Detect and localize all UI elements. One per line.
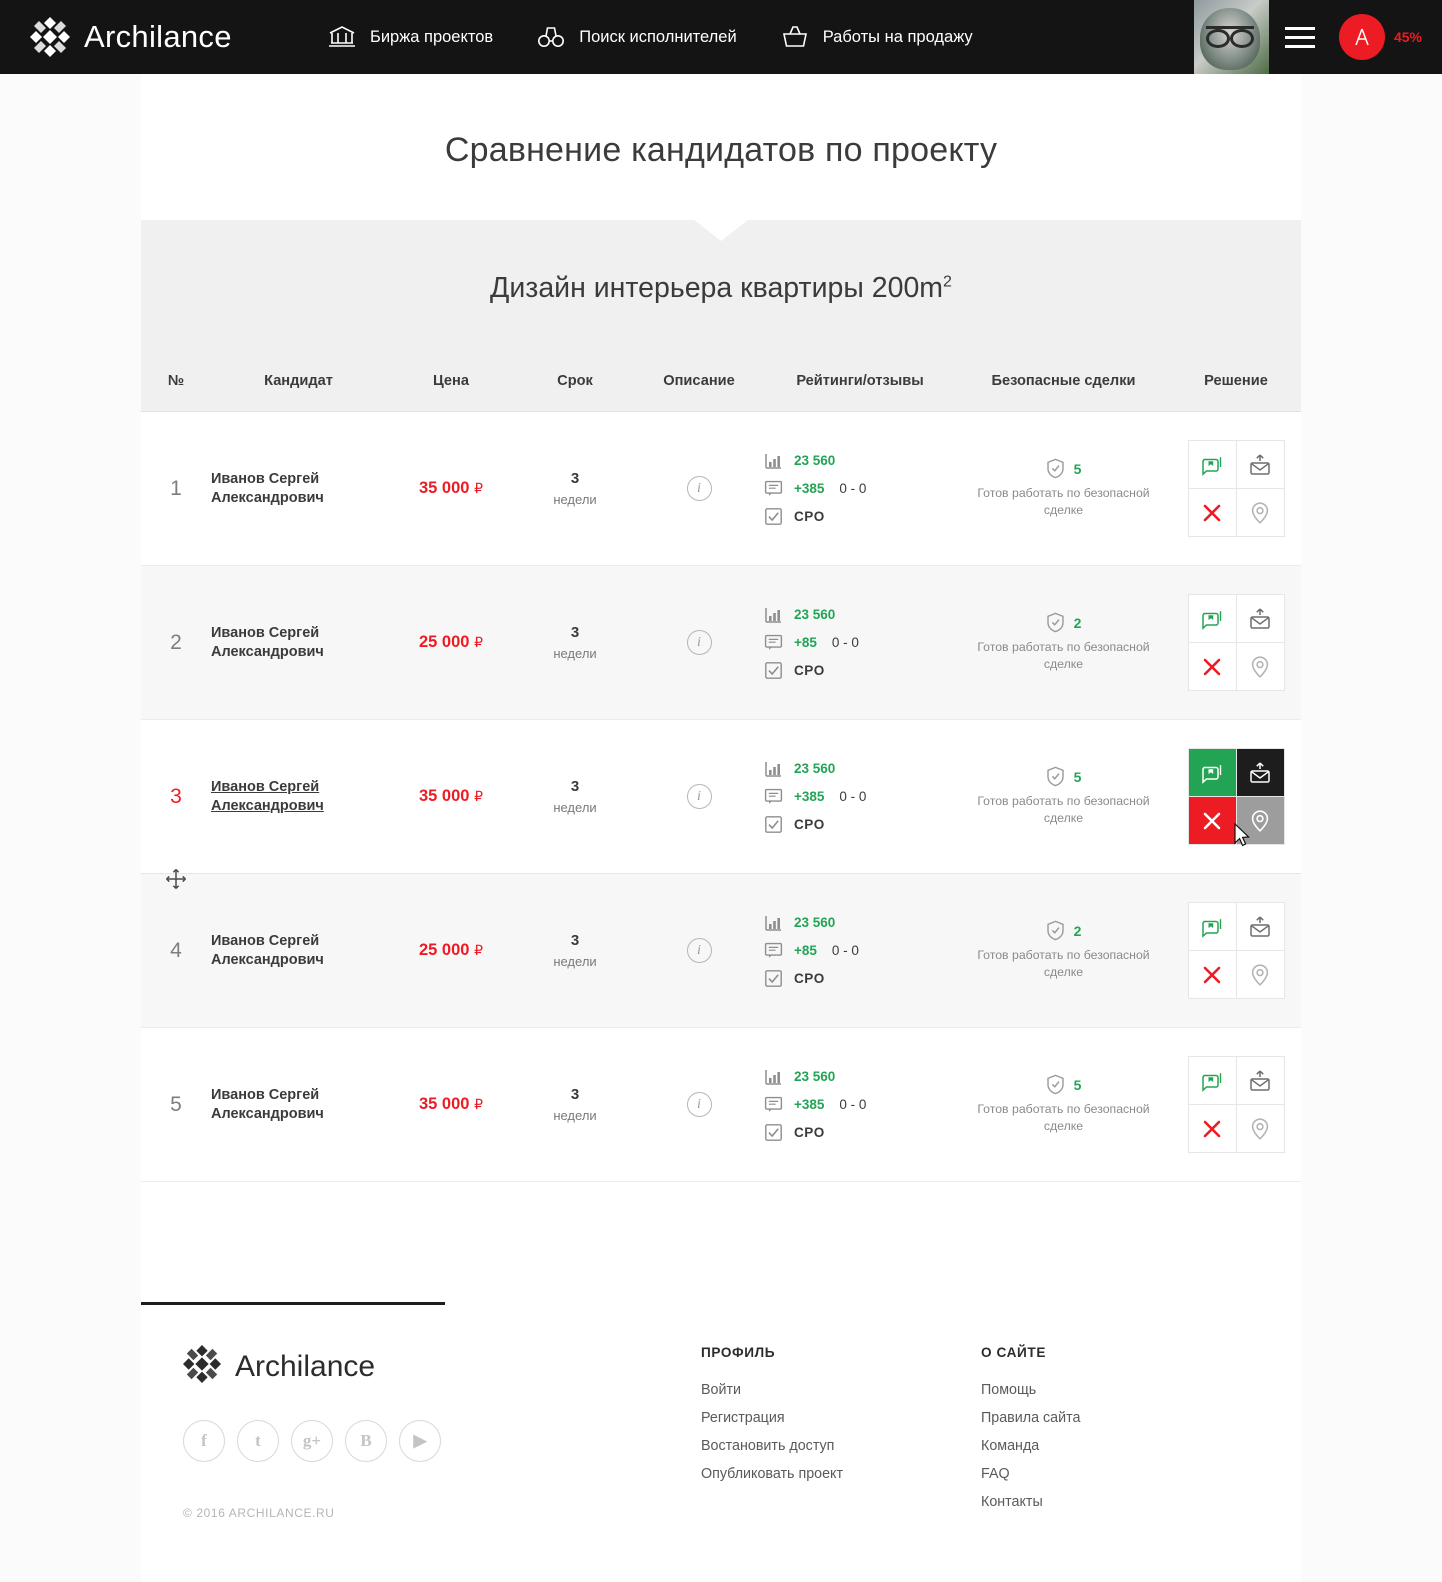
rating-cpo-value: CPO [794, 971, 825, 986]
shield-icon [1046, 766, 1065, 787]
envelope-upload-icon[interactable] [1237, 1057, 1284, 1104]
info-icon[interactable]: i [687, 1092, 712, 1117]
candidate-name[interactable]: Иванов Сергей Александрович [211, 874, 386, 1028]
col-header-description: Описание [634, 355, 764, 412]
rating-cpo-line [764, 1123, 956, 1142]
table-row[interactable] [141, 874, 1301, 1028]
candidate-term: 3 недели [516, 720, 634, 874]
candidate-safe-deals [956, 1028, 1171, 1182]
reject-icon[interactable] [1189, 643, 1236, 690]
bar-chart-icon [764, 1067, 783, 1086]
bar-chart-icon [764, 759, 783, 778]
facebook-icon[interactable]: f [183, 1420, 225, 1462]
info-icon[interactable]: i [687, 784, 712, 809]
rating-views-line [764, 451, 956, 470]
youtube-icon[interactable]: ▶ [399, 1420, 441, 1462]
candidate-term: 3 недели [516, 1028, 634, 1182]
reject-icon[interactable] [1189, 797, 1236, 844]
accept-icon[interactable] [1189, 1057, 1236, 1104]
site-footer [141, 1302, 1301, 1582]
candidate-decision [1171, 566, 1301, 720]
safe-deals-text: Готов работать по безопасной сделке [977, 486, 1150, 517]
footer-logo[interactable] [183, 1345, 701, 1388]
left-gutter [0, 74, 141, 1582]
row-number: 3 [141, 720, 211, 874]
footer-column-profile [701, 1345, 981, 1522]
twitter-icon[interactable]: t [237, 1420, 279, 1462]
candidate-decision [1171, 720, 1301, 874]
reject-icon[interactable] [1189, 951, 1236, 998]
candidate-term: 3 недели [516, 412, 634, 566]
candidate-description[interactable] [634, 1028, 764, 1182]
candidates-table [141, 355, 1301, 1182]
archilance-logo-icon [30, 17, 70, 57]
info-icon[interactable]: i [687, 476, 712, 501]
project-band [141, 220, 1301, 355]
rating-cpo-value: CPO [794, 509, 825, 524]
move-handle-icon[interactable] [164, 867, 188, 891]
accept-icon[interactable] [1189, 903, 1236, 950]
archilance-logo-icon [183, 1345, 221, 1388]
rating-views-line [764, 913, 956, 932]
footer-brand [141, 1345, 701, 1522]
footer-link[interactable]: Войти [701, 1382, 742, 1398]
checkbox-icon [764, 661, 783, 680]
footer-link[interactable]: Команда [981, 1438, 1040, 1454]
col-header-price: Цена [386, 355, 516, 412]
map-pin-icon[interactable] [1237, 797, 1284, 844]
google-plus-icon[interactable]: g+ [291, 1420, 333, 1462]
footer-column-title-profile: ПРОФИЛЬ [701, 1345, 776, 1360]
checkbox-icon [764, 969, 783, 988]
nav-item-works-for-sale[interactable] [781, 24, 973, 50]
vk-icon[interactable]: B [345, 1420, 387, 1462]
avatar[interactable] [1194, 0, 1269, 74]
chat-icon [764, 479, 783, 498]
project-title: Дизайн интерьера квартиры $200m^2$ [490, 272, 952, 304]
candidate-ratings [764, 1028, 956, 1182]
safe-deals-text: Готов работать по безопасной сделке [977, 1102, 1150, 1133]
rating-reviews-zero: 0 - 0 [839, 1097, 867, 1112]
rating-views-value: 23 560 [794, 1069, 836, 1084]
rating-reviews-zero: 0 - 0 [831, 635, 859, 650]
header-right [1194, 0, 1442, 74]
rating-views-value: 23 560 [794, 761, 836, 776]
envelope-upload-icon[interactable] [1237, 441, 1284, 488]
site-header [0, 0, 1442, 74]
profile-completion[interactable] [1331, 14, 1442, 60]
envelope-upload-icon[interactable] [1237, 903, 1284, 950]
chat-icon [764, 787, 783, 806]
rating-reviews-plus: +385 [794, 1097, 825, 1112]
candidate-decision [1171, 412, 1301, 566]
footer-link[interactable]: FAQ [981, 1466, 1010, 1482]
candidate-price: 35 000 ₽ [386, 720, 516, 874]
safe-deals-text: Готов работать по безопасной сделке [977, 948, 1150, 979]
map-pin-icon[interactable] [1237, 643, 1284, 690]
footer-link[interactable]: Помощь [981, 1382, 1037, 1398]
candidate-name[interactable]: Иванов Сергей Александрович [211, 412, 386, 566]
rating-views-line [764, 1067, 956, 1086]
col-header-candidate: Кандидат [211, 355, 386, 412]
chat-icon [764, 633, 783, 652]
safe-deals-count: 2 [1073, 614, 1082, 631]
candidate-decision [1171, 874, 1301, 1028]
shield-icon [1046, 458, 1065, 479]
footer-column-title-about: О САЙТЕ [981, 1345, 1046, 1360]
rating-reviews-line [764, 633, 956, 652]
profile-percent: 45% [1393, 29, 1422, 45]
rating-views-value: 23 560 [794, 607, 836, 622]
rating-cpo-line [764, 507, 956, 526]
footer-column-about [981, 1345, 1261, 1522]
rating-reviews-plus: +85 [794, 943, 817, 958]
bar-chart-icon [764, 913, 783, 932]
copyright: © 2016 ARCHILANCE.RU [183, 1506, 335, 1520]
checkbox-icon [764, 507, 783, 526]
safe-deals-count: 5 [1073, 768, 1082, 785]
rating-reviews-zero: 0 - 0 [831, 943, 859, 958]
candidate-ratings [764, 720, 956, 874]
rating-views-value: 23 560 [794, 915, 836, 930]
shield-icon [1046, 1074, 1065, 1095]
footer-link[interactable]: Опубликовать проект [701, 1466, 844, 1482]
candidate-ratings [764, 874, 956, 1028]
reject-icon[interactable] [1189, 1105, 1236, 1152]
footer-logo-text: Archilance [235, 1349, 376, 1383]
rating-cpo-line [764, 661, 956, 680]
rating-views-line [764, 605, 956, 624]
envelope-upload-icon[interactable] [1237, 749, 1284, 796]
chat-icon [764, 941, 783, 960]
footer-link[interactable]: Востановить доступ [701, 1438, 835, 1454]
checkbox-icon [764, 815, 783, 834]
hamburger-icon[interactable] [1269, 0, 1331, 74]
rating-views-line [764, 759, 956, 778]
logo-text: Archilance [84, 19, 232, 54]
table-row[interactable] [141, 720, 1301, 874]
shield-icon [1046, 920, 1065, 941]
table-row[interactable] [141, 412, 1301, 566]
table-body [141, 412, 1301, 1182]
basket-icon [781, 24, 809, 50]
row-number: 4 [141, 874, 211, 1028]
candidate-name[interactable]: Иванов Сергей Александрович [211, 566, 386, 720]
rating-reviews-line [764, 479, 956, 498]
reject-icon[interactable] [1189, 489, 1236, 536]
candidate-safe-deals [956, 720, 1171, 874]
safe-deals-count: 2 [1073, 922, 1082, 939]
nav-label-search-performers: Поиск исполнителей [579, 27, 737, 46]
safe-deals-count: 5 [1073, 1076, 1082, 1093]
bar-chart-icon [764, 605, 783, 624]
right-gutter [1301, 74, 1442, 1582]
page-container [141, 74, 1301, 1582]
col-header-num: № [141, 355, 211, 412]
candidate-price: 25 000 ₽ [386, 566, 516, 720]
rating-cpo-line [764, 815, 956, 834]
candidate-ratings [764, 566, 956, 720]
map-pin-icon[interactable] [1237, 1105, 1284, 1152]
project-title-sup: 2 [943, 273, 952, 291]
safe-deals-count: 5 [1073, 460, 1082, 477]
rating-reviews-line [764, 1095, 956, 1114]
chat-icon [764, 1095, 783, 1114]
candidate-description[interactable] [634, 412, 764, 566]
nav-item-search-performers[interactable] [537, 24, 737, 50]
nav-item-projects[interactable] [328, 24, 493, 50]
table-header [141, 355, 1301, 412]
candidate-term: 3 недели [516, 874, 634, 1028]
nav-label-works-for-sale: Работы на продажу [822, 27, 973, 46]
rating-reviews-zero: 0 - 0 [839, 481, 867, 496]
checkbox-icon [764, 1123, 783, 1142]
rating-cpo-value: CPO [794, 663, 825, 678]
rating-reviews-plus: +385 [794, 789, 825, 804]
table-bottom-space [141, 1182, 1301, 1302]
nav-label-projects: Биржа проектов [370, 27, 494, 46]
candidate-description[interactable] [634, 874, 764, 1028]
candidate-term: 3 недели [516, 566, 634, 720]
bank-icon [328, 24, 356, 50]
page-title: Сравнение кандидатов по проекту [444, 131, 998, 169]
rating-reviews-plus: +385 [794, 481, 825, 496]
table-row[interactable] [141, 1028, 1301, 1182]
bar-chart-icon [764, 451, 783, 470]
binoculars-icon [537, 24, 565, 50]
col-header-decision: Решение [1171, 355, 1301, 412]
candidate-decision [1171, 1028, 1301, 1182]
map-pin-icon[interactable] [1237, 951, 1284, 998]
accept-icon[interactable] [1189, 749, 1236, 796]
candidate-description[interactable] [634, 566, 764, 720]
envelope-upload-icon[interactable] [1237, 595, 1284, 642]
candidate-safe-deals [956, 412, 1171, 566]
rating-cpo-value: CPO [794, 1125, 825, 1140]
rating-reviews-plus: +85 [794, 635, 817, 650]
info-icon[interactable]: i [687, 938, 712, 963]
table-row[interactable] [141, 566, 1301, 720]
row-number: 1 [141, 412, 211, 566]
shield-icon [1046, 612, 1065, 633]
rating-reviews-zero: 0 - 0 [839, 789, 867, 804]
candidate-safe-deals [956, 566, 1171, 720]
col-header-term: Срок [516, 355, 634, 412]
main-nav [328, 24, 973, 50]
accept-icon[interactable] [1189, 441, 1236, 488]
safe-deals-text: Готов работать по безопасной сделке [977, 794, 1150, 825]
candidate-description[interactable] [634, 720, 764, 874]
candidate-name[interactable]: Иванов Сергей Александрович [211, 720, 386, 874]
row-number: 5 [141, 1028, 211, 1182]
logo[interactable] [0, 17, 290, 57]
rating-reviews-line [764, 941, 956, 960]
profile-avatar-icon[interactable] [1339, 14, 1385, 60]
social-links [183, 1420, 701, 1462]
footer-link[interactable]: Регистрация [701, 1410, 785, 1426]
safe-deals-text: Готов работать по безопасной сделке [977, 640, 1150, 671]
candidate-ratings [764, 412, 956, 566]
footer-link[interactable]: Правила сайта [981, 1410, 1081, 1426]
info-icon[interactable]: i [687, 630, 712, 655]
col-header-safe-deals: Безопасные сделки [956, 355, 1171, 412]
row-number: 2 [141, 566, 211, 720]
candidate-safe-deals [956, 874, 1171, 1028]
candidate-price: 35 000 ₽ [386, 1028, 516, 1182]
accept-icon[interactable] [1189, 595, 1236, 642]
footer-link[interactable]: Контакты [981, 1494, 1043, 1510]
rating-views-value: 23 560 [794, 453, 836, 468]
rating-cpo-value: CPO [794, 817, 825, 832]
candidate-price: 35 000 ₽ [386, 412, 516, 566]
rating-reviews-line [764, 787, 956, 806]
map-pin-icon[interactable] [1237, 489, 1284, 536]
col-header-ratings: Рейтинги/отзывы [764, 355, 956, 412]
candidate-price: 25 000 ₽ [386, 874, 516, 1028]
rating-cpo-line [764, 969, 956, 988]
candidate-name[interactable]: Иванов Сергей Александрович [211, 1028, 386, 1182]
